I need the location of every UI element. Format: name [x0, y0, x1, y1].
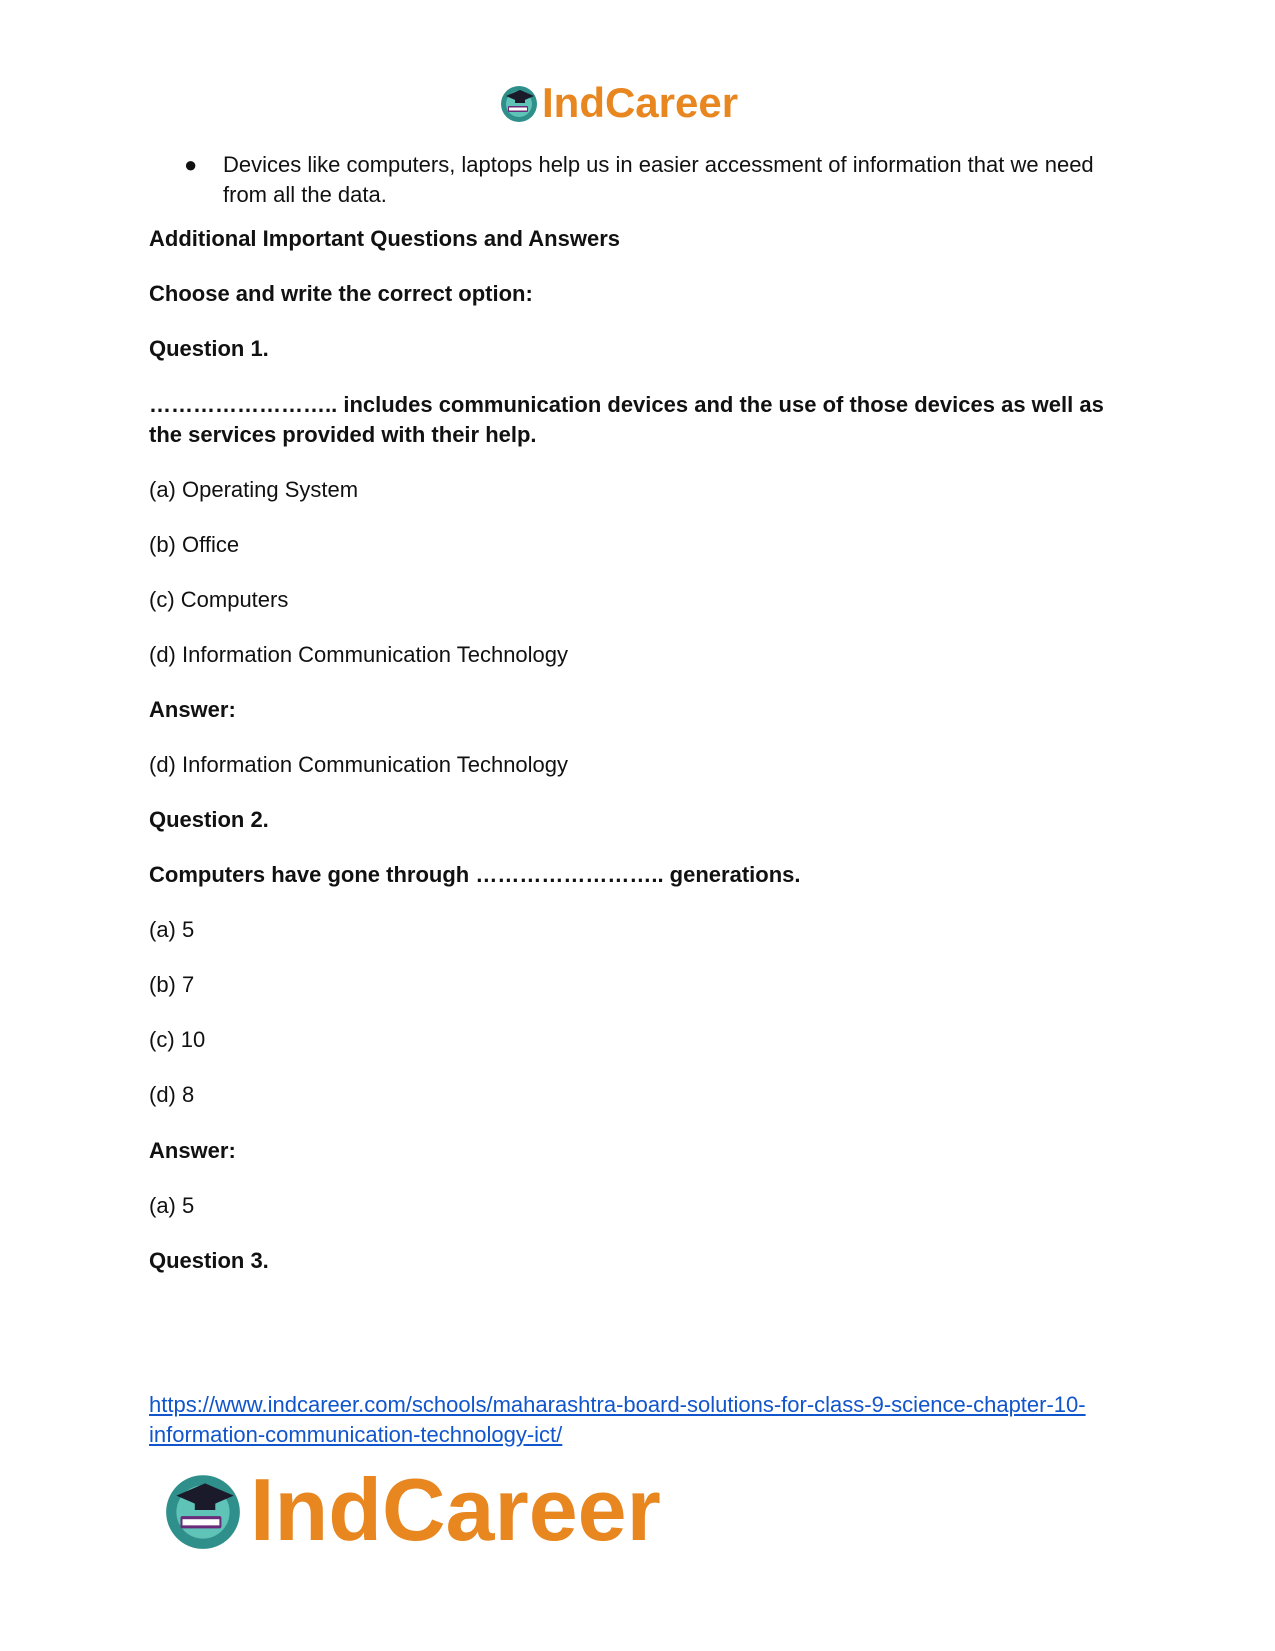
- question-2-text: Computers have gone through …………………….. generations.: [149, 862, 801, 887]
- bullet-dot-icon: ●: [184, 152, 198, 177]
- question-2-option-a: (a) 5: [149, 917, 195, 942]
- footer-logo: [160, 1460, 661, 1559]
- bullet-text: Devices like computers, laptops help us in easier accessment of information that we need from all the data.: [223, 152, 1094, 207]
- graduation-book-icon: [498, 82, 540, 124]
- instruction: Choose and write the correct option:: [149, 281, 533, 306]
- question-2-label: Question 2.: [149, 807, 269, 832]
- question-1-answer-label: Answer:: [149, 697, 236, 722]
- question-2-option-d: (d) 8: [149, 1082, 195, 1107]
- header-logo-text: IndCareer: [542, 79, 739, 126]
- question-2-answer: (a) 5: [149, 1193, 195, 1218]
- footer-link[interactable]: https://www.indcareer.com/schools/maharashtra-board-solutions-for-class-9-science-chapter-10-information-communication-technology-ict/: [149, 1392, 1086, 1447]
- question-1-option-c: (c) Computers: [149, 587, 289, 612]
- graduation-book-icon: [160, 1467, 246, 1553]
- question-2-option-c: (c) 10: [149, 1027, 206, 1052]
- question-2-answer-label: Answer:: [149, 1138, 236, 1163]
- header-logo: [498, 80, 738, 126]
- question-1-option-d: (d) Information Communication Technology: [149, 642, 569, 667]
- bullet-list: [149, 150, 1134, 210]
- question-1-answer: (d) Information Communication Technology: [149, 752, 569, 777]
- list-item: [149, 150, 1134, 210]
- question-1-text: …………………….. includes communication devices and the use of those devices as well as the services provided with their help.: [149, 392, 1104, 447]
- section-title: Additional Important Questions and Answers: [149, 226, 621, 251]
- question-1-label: Question 1.: [149, 336, 269, 361]
- question-1-option-a: (a) Operating System: [149, 477, 359, 502]
- question-2-option-b: (b) 7: [149, 972, 195, 997]
- question-1-option-b: (b) Office: [149, 532, 240, 557]
- question-3-label: Question 3.: [149, 1248, 269, 1273]
- footer-logo-text: IndCareer: [250, 1460, 661, 1559]
